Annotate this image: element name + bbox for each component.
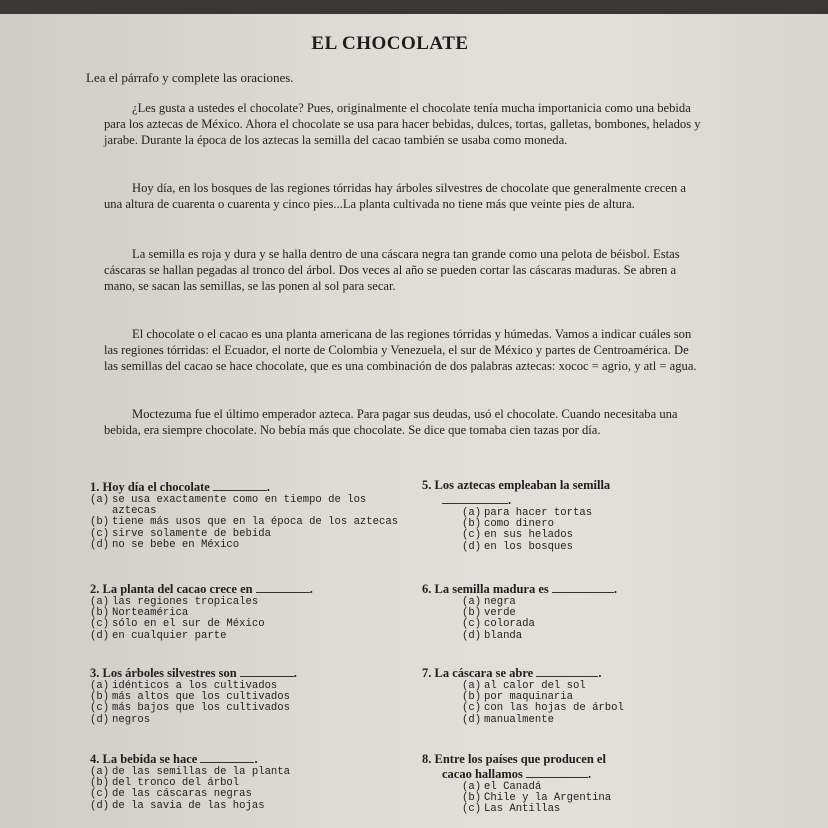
stem-end: . (588, 767, 592, 781)
option-letter: (d) (462, 713, 482, 726)
option-text: más bajos que los cultivados (112, 702, 291, 715)
answer-blank[interactable] (552, 582, 614, 593)
option-d[interactable] (462, 715, 624, 726)
option-letter: (a) (90, 680, 110, 692)
option-letter: (c) (90, 618, 110, 631)
option-letter: (b) (90, 516, 110, 529)
question-stem: 8. Entre los países que producen el (422, 752, 606, 766)
option-text: por maquinaria (484, 691, 574, 704)
question-stem: 6. La semilla madura es (422, 582, 549, 596)
option-letter: (d) (90, 629, 110, 642)
option-text: al calor del sol (484, 680, 586, 692)
stem-end: . (309, 582, 313, 596)
paragraph-text: Hoy día, en los bosques de las regiones tórridas hay árboles silvestres de chocolate que generalmente crecen a una altura de cuarenta o cuarenta y cinco pies...La planta cultivada no tiene más que veinte pies de altura. (104, 181, 686, 211)
option-letter: (b) (462, 691, 482, 704)
answer-blank[interactable] (526, 767, 588, 778)
option-text: sirve solamente de bebida (112, 527, 271, 540)
option-letter: (a) (462, 596, 482, 608)
option-letter: (d) (90, 799, 110, 812)
option-letter: (a) (462, 680, 482, 692)
stem-end: . (508, 493, 512, 507)
option-c[interactable] (462, 804, 611, 815)
option-letter: (b) (90, 607, 110, 620)
option-text: manualmente (484, 713, 554, 726)
option-letter: (d) (462, 540, 482, 553)
option-text: con las hojas de árbol (484, 702, 624, 715)
question-8 (422, 752, 611, 816)
question-stem: 1. Hoy día el chocolate (90, 480, 210, 494)
question-6 (422, 582, 617, 642)
stem-end: . (254, 752, 258, 766)
option-d[interactable] (90, 715, 297, 726)
option-letter: (b) (90, 777, 110, 790)
paragraph-1 (104, 100, 704, 148)
stem-end: . (293, 666, 297, 680)
paragraph-4 (104, 326, 704, 374)
paragraph-text: ¿Les gusta a ustedes el chocolate? Pues, originalmente el chocolate tenía mucha importanicia como una bebida para los aztecas de México. Ahora el chocolate se usa para hacer bebidas, dulces, tortas, galletas, bombones, helados y jarabe. Durante la época de los aztecas la semilla del cacao también se usaba como moneda. (104, 101, 701, 147)
question-stem: 7. La cáscara se abre (422, 666, 534, 680)
paragraph-text: El chocolate o el cacao es una planta americana de las regiones tórridas y húmedas. Vamos a indicar cuáles son las regiones tórridas: el Ecuador, el norte de Colombia y Venezuela, el sur de México y partes de Centroamérica. De las semillas del cacao se hace chocolate, que es una combinación de dos palabras aztecas: xococ = agrio, y atl = agua. (104, 327, 697, 373)
instructions: Lea el párrafo y complete las oraciones. (86, 70, 294, 85)
option-letter: (a) (462, 507, 482, 519)
option-letter: (b) (90, 691, 110, 704)
option-text: para hacer tortas (484, 507, 593, 519)
option-text: de las cáscaras negras (112, 788, 252, 801)
answer-blank[interactable] (240, 666, 294, 677)
option-text: las regiones tropicales (112, 596, 259, 608)
answer-blank[interactable] (213, 480, 267, 491)
option-text: colorada (484, 618, 535, 631)
option-text: como dinero (484, 518, 554, 531)
question-stem: 4. La bebida se hace (90, 752, 198, 766)
option-text: más altos que los cultivados (112, 691, 291, 704)
answer-blank[interactable] (536, 666, 598, 677)
question-1 (90, 480, 398, 551)
option-text: aztecas (112, 505, 157, 518)
worksheet-page (0, 14, 828, 828)
option-text: negra (484, 596, 516, 608)
option-text: en los bosques (484, 540, 574, 553)
question-stem: 3. Los árboles silvestres son (90, 666, 237, 680)
question-stem: 5. Los aztecas empleaban la semilla (422, 478, 611, 492)
option-letter: (c) (462, 803, 482, 816)
option-text: Chile y la Argentina (484, 792, 612, 805)
option-letter: (c) (90, 788, 110, 801)
option-text: del tronco del árbol (112, 777, 240, 790)
paragraph-3 (104, 246, 704, 294)
stem-end: . (598, 666, 602, 680)
option-letter: (c) (90, 527, 110, 540)
option-letter: (c) (462, 529, 482, 542)
answer-blank[interactable] (256, 582, 310, 593)
question-stem: 2. La planta del cacao crece en (90, 582, 253, 596)
option-letter: (d) (90, 538, 110, 551)
option-text: verde (484, 607, 516, 620)
option-text: de la savia de las hojas (112, 799, 265, 812)
question-3 (90, 666, 297, 726)
question-stem-cont: cacao hallamos (442, 767, 523, 781)
option-text: el Canadá (484, 781, 542, 793)
option-letter: (a) (90, 596, 110, 608)
option-text: tiene más usos que en la época de los aztecas (112, 516, 399, 529)
question-2 (90, 582, 313, 642)
option-text: Las Antillas (484, 803, 561, 816)
option-d[interactable] (462, 542, 610, 553)
option-text: en cualquier parte (112, 629, 227, 642)
answer-blank[interactable] (442, 493, 508, 504)
page-title: EL CHOCOLATE (311, 33, 469, 54)
option-text: Norteamérica (112, 607, 189, 620)
option-text: en sus helados (484, 529, 574, 542)
option-letter: (c) (90, 702, 110, 715)
option-letter: (d) (462, 629, 482, 642)
option-letter: (b) (462, 792, 482, 805)
option-letter: (c) (462, 702, 482, 715)
paragraph-text: La semilla es roja y dura y se halla dentro de una cáscara negra tan grande como una pelota de béisbol. Estas cáscaras se hallan pegadas al tronco del árbol. Dos veces al año se pueden cortar las cáscaras maduras. Se abren a mano, se sacan las semillas, se las ponen al sol para secar. (104, 247, 680, 293)
option-text: negros (112, 713, 151, 726)
option-d[interactable] (462, 631, 617, 642)
option-d[interactable] (90, 540, 398, 551)
stem-end: . (266, 480, 271, 494)
option-text: idénticos a los cultivados (112, 680, 278, 692)
option-text: sólo en el sur de México (112, 618, 265, 631)
option-d[interactable] (90, 631, 313, 642)
paragraph-5 (104, 406, 704, 438)
paragraph-2 (104, 180, 704, 212)
option-text: se usa exactamente como en tiempo de los (112, 494, 367, 506)
answer-blank[interactable] (200, 752, 254, 763)
question-4 (90, 752, 290, 812)
option-text: blanda (484, 629, 523, 642)
option-letter: (d) (90, 713, 110, 726)
option-letter: (a) (462, 781, 482, 793)
option-letter: (c) (462, 618, 482, 631)
question-7 (422, 666, 624, 726)
stem-end: . (613, 582, 617, 596)
option-letter: (a) (90, 766, 110, 778)
paragraph-text: Moctezuma fue el último emperador azteca. Para pagar sus deudas, usó el chocolate. Cuando necesitaba una bebida, era siempre chocolate. No bebía más que chocolate. Se dice que tomaba cien tazas por día. (104, 407, 678, 437)
option-d[interactable] (90, 801, 290, 812)
question-5 (422, 478, 610, 553)
option-letter: (b) (462, 607, 482, 620)
option-letter: (b) (462, 518, 482, 531)
option-letter: (a) (90, 494, 110, 506)
option-text: no se bebe en México (112, 538, 240, 551)
option-text: de las semillas de la planta (112, 766, 291, 778)
